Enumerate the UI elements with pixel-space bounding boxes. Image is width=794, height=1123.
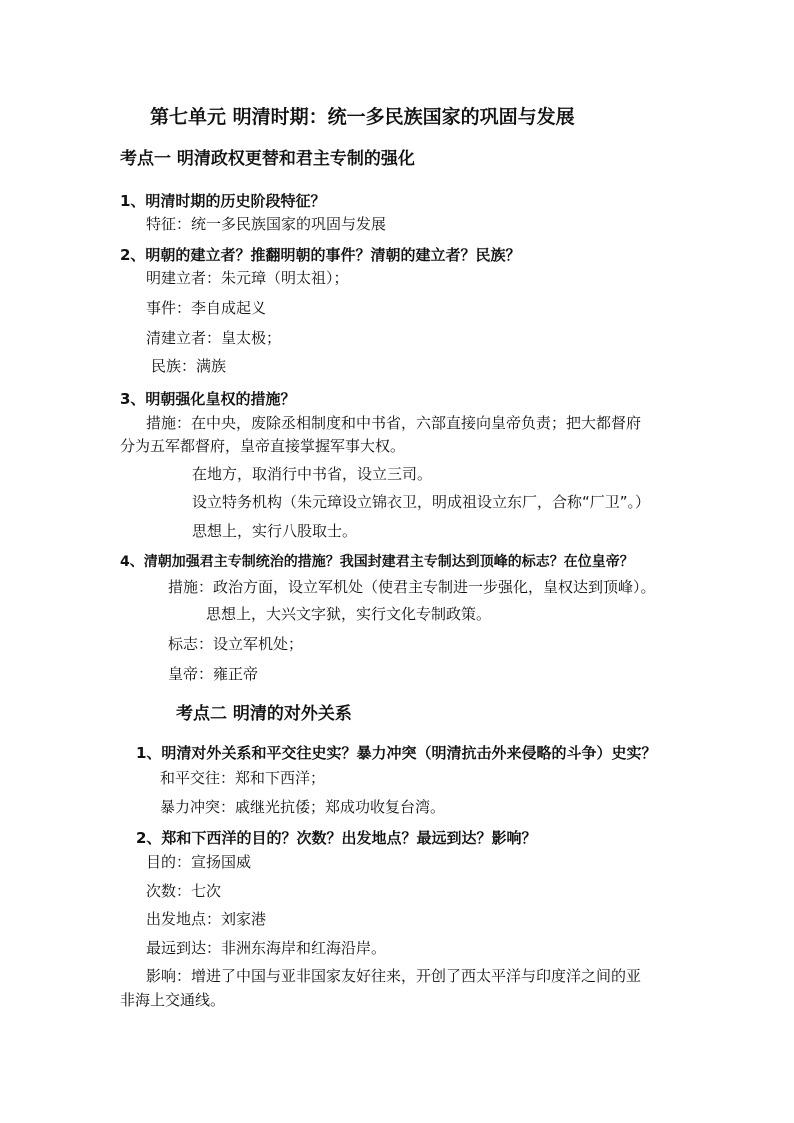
answer-line: 和平交往：郑和下西洋； <box>160 769 326 787</box>
answer-line: 在地方，取消行中书省，设立三司。 <box>192 465 433 483</box>
answer-line: 非海上交通线。 <box>120 991 226 1009</box>
answer-line: 思想上，实行八股取士。 <box>192 522 358 540</box>
answer-line: 分为五军都督府，皇帝直接掌握军事大权。 <box>120 437 406 455</box>
answer-line: 措施：政治方面，设立军机处（使君主专制进一步强化，皇权达到顶峰）。 <box>168 578 656 596</box>
question-1-3: 3、明朝强化皇权的措施？ <box>120 390 296 408</box>
answer-line: 出发地点：刘家港 <box>146 910 267 928</box>
question-1-1: 1、明清时期的历史阶段特征？ <box>120 192 326 210</box>
answer-line: 事件：李自成起义 <box>146 299 267 317</box>
section-2-heading: 考点二 明清的对外关系 <box>176 704 352 724</box>
question-2-2: 2、郑和下西洋的目的？次数？出发地点？最远到达？影响？ <box>136 829 537 847</box>
answer-line: 影响：增进了中国与亚非国家友好往来，开创了西太平洋与印度洋之间的亚 <box>146 967 642 985</box>
answer-line: 标志：设立军机处； <box>168 635 304 653</box>
answer-line: 次数：七次 <box>146 882 222 900</box>
answer-line: 明建立者：朱元璋（明太祖）； <box>146 269 349 287</box>
question-1-4: 4、清朝加强君主专制统治的措施？我国封建君主专制达到顶峰的标志？在位皇帝？ <box>120 554 634 570</box>
answer-line: 设立特务机构（朱元璋设立锦衣卫，明成祖设立东厂，合称“厂卫”。） <box>192 493 651 511</box>
question-2-1: 1、明清对外关系和平交往史实？暴力冲突（明清抗击外来侵略的斗争）史实？ <box>136 744 657 762</box>
answer-line: 暴力冲突：戚继光抗倭；郑成功收复台湾。 <box>160 798 446 816</box>
answer-line: 思想上，大兴文字狱，实行文化专制政策。 <box>206 605 492 623</box>
answer-line: 清建立者：皇太极； <box>146 329 282 347</box>
answer-1-1: 特征：统一多民族国家的巩固与发展 <box>146 215 387 233</box>
answer-line: 皇帝：雍正帝 <box>168 665 259 683</box>
section-1-heading: 考点一 明清政权更替和君主专制的强化 <box>120 149 415 169</box>
answer-line: 目的：宣扬国威 <box>146 853 252 871</box>
page-title: 第七单元 明清时期：统一多民族国家的巩固与发展 <box>150 106 575 128</box>
answer-line: 措施：在中央，废除丞相制度和中书省，六部直接向皇帝负责；把大都督府 <box>146 414 642 432</box>
answer-line: 民族：满族 <box>151 357 227 375</box>
question-1-2: 2、明朝的建立者？推翻明朝的事件？清朝的建立者？民族？ <box>120 246 521 264</box>
answer-line: 最远到达：非洲东海岸和红海沿岸。 <box>146 939 387 957</box>
